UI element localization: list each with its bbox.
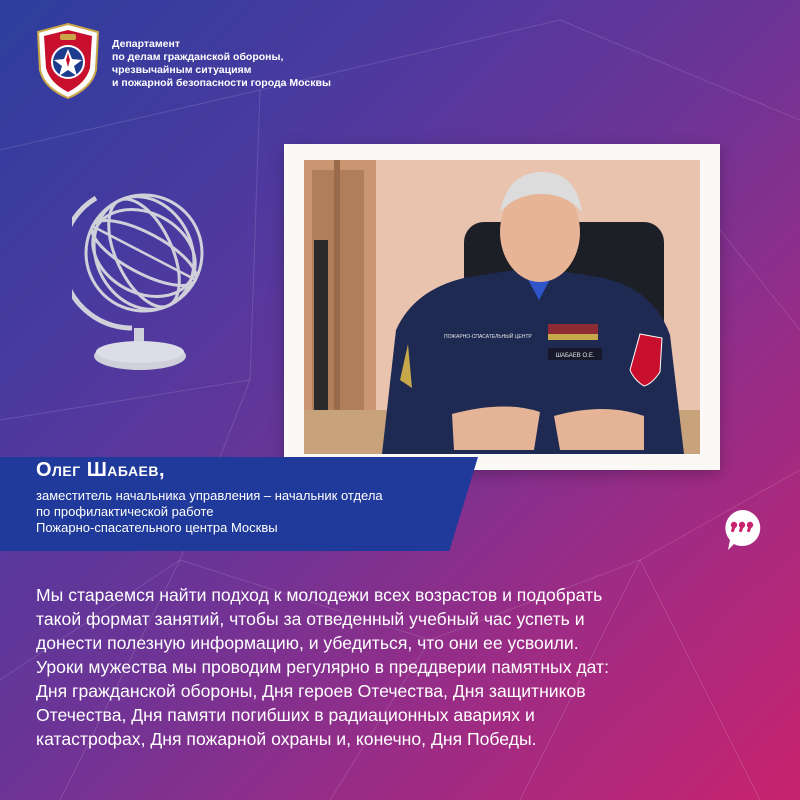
organization-line: по делам гражданской обороны, [112, 51, 284, 63]
quote-text [36, 583, 776, 751]
person-name: Олег Шабаев, [36, 459, 166, 481]
moscow-civil-defense-emblem-icon [34, 22, 102, 100]
role-line: заместитель начальника управления – начальник отдела [36, 488, 383, 503]
globe-icon [72, 178, 212, 378]
quote-line: донести полезную информацию, и убедиться, что они ее усвоили. [36, 633, 579, 653]
portrait-photo [304, 160, 700, 454]
role-line: Пожарно-спасательного центра Москвы [36, 520, 278, 535]
quote-line: Уроки мужества мы проводим регулярно в преддверии памятных дат: [36, 657, 609, 677]
name-badge-text: ШАБАЕВ О.Е. [555, 353, 595, 359]
portrait-frame [284, 144, 720, 470]
quote-line: Отечества, Дня памяти погибших в радиационных авариях и [36, 705, 535, 725]
chest-patch-text: ПОЖАРНО-СПАСАТЕЛЬНЫЙ ЦЕНТР [444, 334, 532, 340]
quote-line: Мы стараемся найти подход к молодежи всех возрастов и подобрать [36, 585, 603, 605]
quote-bubble-icon [722, 508, 762, 552]
organization-line: Департамент [112, 38, 180, 50]
quote-line: катастрофах, Дня пожарной охраны и, конечно, Дня Победы. [36, 729, 537, 749]
organization-line: и пожарной безопасности города Москвы [112, 77, 331, 89]
organization-line: чрезвычайным ситуациям [112, 64, 252, 76]
role-line: по профилактической работе [36, 504, 214, 519]
quote-line: такой формат занятий, чтобы за отведенный учебный час успеть и [36, 609, 585, 629]
quote-line: Дня гражданской обороны, Дня героев Отечества, Дня защитников [36, 681, 586, 701]
organization-name [112, 38, 412, 90]
person-role [36, 488, 383, 536]
